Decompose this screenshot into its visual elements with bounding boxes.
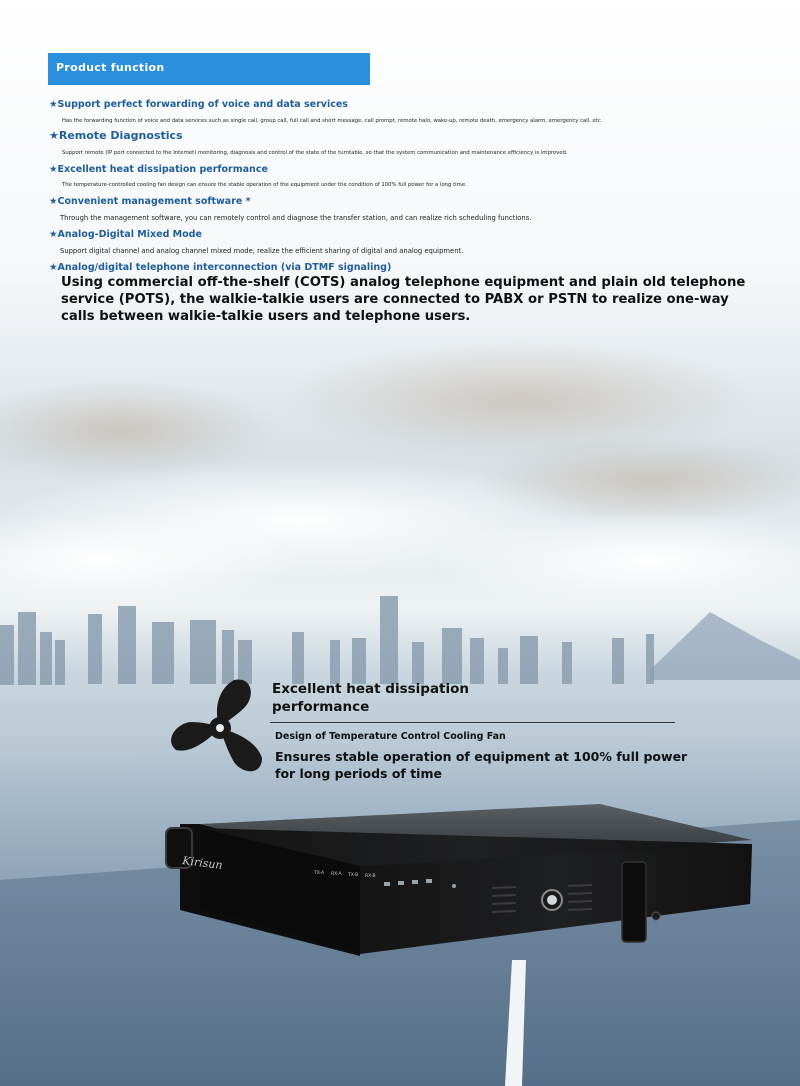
feature-desc-telephone: Using commercial off-the-shelf (COTS) analog telephone equipment and plain old telephone service (POTS), the walkie-talkie users are connected to PABX or PSTN to realize one-way calls between walkie-talkie users and telephone users. [61, 275, 746, 324]
feature-title-mixed-mode: ★Analog-Digital Mixed Mode [49, 229, 202, 240]
feature-title-forwarding: ★Support perfect forwarding of voice and data services [49, 99, 348, 110]
indicator-rx-b: RX-B [365, 874, 376, 879]
heat-body: Ensures stable operation of equipment at 100% full power for long periods of time [275, 749, 688, 781]
feature-desc-forwarding: Has the forwarding function of voice and data services such as single call, group call, full call and short message, call prompt, remote halo, wake-up, remote death, emergency alarm, emergency call, etc. [62, 118, 603, 124]
feature-title-diagnostics: ★Remote Diagnostics [49, 129, 183, 142]
feature-title-telephone: ★Analog/digital telephone interconnection (via DTMF signaling) [49, 262, 392, 273]
indicator-tx-b: TX-B [348, 873, 359, 878]
indicator-rx-a: RX-A [331, 872, 342, 877]
feature-desc-diagnostics: Support remote (IP port connected to the Internet) monitoring, diagnosis and control of the state of the turntable, so that the system communication and maintenance efficiency is improved. [62, 150, 568, 156]
heat-subtitle: Design of Temperature Control Cooling Fan [275, 731, 506, 742]
feature-desc-software: Through the management software, you can remotely control and diagnose the transfer station, and can realize rich scheduling functions. [60, 214, 532, 222]
heat-divider [270, 722, 675, 723]
fan-icon [170, 678, 270, 778]
brand-logo: Kirisun [181, 854, 224, 872]
section-banner [48, 53, 370, 85]
indicator-tx-a: TX-A [314, 871, 325, 876]
repeater-device [160, 800, 760, 960]
feature-desc-mixed-mode: Support digital channel and analog channel mixed mode, realize the efficient sharing of digital and analog equipment. [60, 247, 464, 255]
feature-desc-heat: The temperature-controlled cooling fan design can ensure the stable operation of the equipment under the condition of 100% full power for a long time. [62, 182, 467, 188]
heat-title: Excellent heat dissipation performance [272, 681, 470, 715]
feature-title-software: ★Convenient management software * [49, 196, 251, 207]
feature-title-heat: ★Excellent heat dissipation performance [49, 164, 268, 175]
section-title: Product function [56, 61, 165, 74]
